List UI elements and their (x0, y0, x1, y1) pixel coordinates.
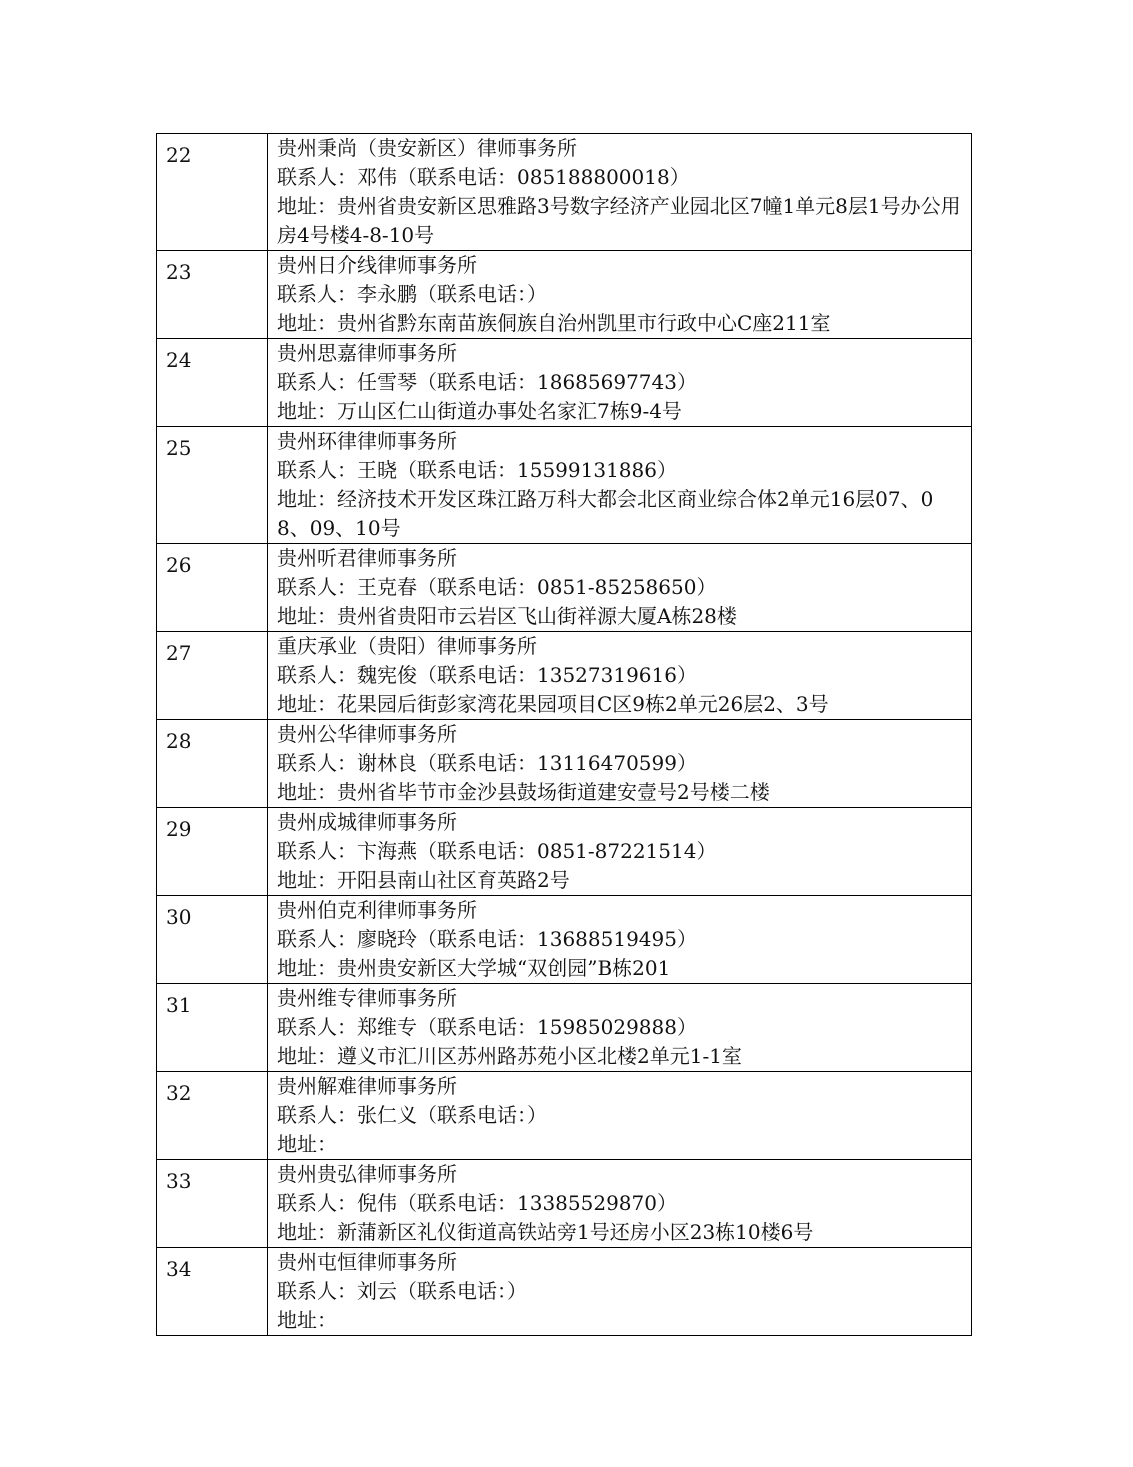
firm-address: 地址：开阳县南山社区育英路2号 (277, 868, 570, 892)
row-number: 30 (157, 896, 268, 984)
firm-info-cell (268, 1160, 972, 1248)
firm-name: 贵州屯恒律师事务所 (277, 1250, 457, 1274)
firm-contact: 联系人：王克春（联系电话：0851-85258650） (277, 575, 717, 599)
firm-contact: 联系人：张仁义（联系电话：） (277, 1103, 547, 1127)
firm-address: 地址： (277, 1132, 337, 1156)
firm-address: 地址： (277, 1308, 337, 1332)
row-number: 31 (157, 984, 268, 1072)
firm-info-cell (268, 251, 972, 339)
firm-name: 贵州日介线律师事务所 (277, 253, 477, 277)
row-number: 29 (157, 808, 268, 896)
firm-address: 地址：花果园后街彭家湾花果园项目C区9栋2单元26层2、3号 (277, 692, 829, 716)
table-row (157, 984, 972, 1072)
law-firm-table-body (157, 134, 972, 1336)
firm-name: 贵州思嘉律师事务所 (277, 341, 457, 365)
firm-name: 贵州环律律师事务所 (277, 429, 457, 453)
table-row (157, 896, 972, 984)
firm-contact: 联系人：任雪琴（联系电话：18685697743） (277, 370, 697, 394)
table-row (157, 808, 972, 896)
firm-address: 地址：贵州省黔东南苗族侗族自治州凯里市行政中心C座211室 (277, 311, 831, 335)
table-row (157, 1160, 972, 1248)
firm-name: 贵州秉尚（贵安新区）律师事务所 (277, 136, 577, 160)
firm-info-cell (268, 1072, 972, 1160)
table-row (157, 251, 972, 339)
firm-info-cell (268, 339, 972, 427)
firm-address: 地址：贵州贵安新区大学城“双创园”B栋201 (277, 956, 671, 980)
table-row (157, 632, 972, 720)
table-row (157, 339, 972, 427)
table-row (157, 720, 972, 808)
firm-contact: 联系人：李永鹏（联系电话：） (277, 282, 547, 306)
firm-name: 贵州解难律师事务所 (277, 1074, 457, 1098)
table-row (157, 1248, 972, 1336)
firm-info-cell (268, 896, 972, 984)
firm-info-cell (268, 632, 972, 720)
row-number: 23 (157, 251, 268, 339)
table-row (157, 544, 972, 632)
row-number: 27 (157, 632, 268, 720)
row-number: 28 (157, 720, 268, 808)
row-number: 24 (157, 339, 268, 427)
firm-info-cell (268, 544, 972, 632)
firm-info-cell (268, 808, 972, 896)
row-number: 32 (157, 1072, 268, 1160)
row-number: 26 (157, 544, 268, 632)
firm-name: 贵州公华律师事务所 (277, 722, 457, 746)
firm-contact: 联系人：廖晓玲（联系电话：13688519495） (277, 927, 697, 951)
firm-info-cell (268, 134, 972, 251)
firm-info-cell (268, 984, 972, 1072)
firm-address: 地址：贵州省贵安新区思雅路3号数字经济产业园北区7幢1单元8层1号办公用房4号楼4-8-10号 (277, 194, 961, 247)
row-number: 22 (157, 134, 268, 251)
row-number: 34 (157, 1248, 268, 1336)
firm-name: 贵州成城律师事务所 (277, 810, 457, 834)
table-row (157, 427, 972, 544)
firm-address: 地址：遵义市汇川区苏州路苏苑小区北楼2单元1-1室 (277, 1044, 742, 1068)
firm-address: 地址：经济技术开发区珠江路万科大都会北区商业综合体2单元16层07、08、09、10号 (277, 487, 934, 540)
table-row (157, 1072, 972, 1160)
firm-contact: 联系人：郑维专（联系电话：15985029888） (277, 1015, 697, 1039)
firm-contact: 联系人：邓伟（联系电话：085188800018） (277, 165, 690, 189)
firm-info-cell (268, 720, 972, 808)
firm-name: 贵州贵弘律师事务所 (277, 1162, 457, 1186)
firm-contact: 联系人：王晓（联系电话：15599131886） (277, 458, 677, 482)
firm-name: 贵州伯克利律师事务所 (277, 898, 477, 922)
firm-address: 地址：贵州省贵阳市云岩区飞山街祥源大厦A栋28楼 (277, 604, 737, 628)
firm-contact: 联系人：谢林良（联系电话：13116470599） (277, 751, 697, 775)
row-number: 25 (157, 427, 268, 544)
firm-address: 地址：万山区仁山街道办事处名家汇7栋9-4号 (277, 399, 682, 423)
firm-contact: 联系人：刘云（联系电话：） (277, 1279, 527, 1303)
firm-address: 地址：贵州省毕节市金沙县鼓场街道建安壹号2号楼二楼 (277, 780, 770, 804)
firm-contact: 联系人：魏宪俊（联系电话：13527319616） (277, 663, 697, 687)
firm-contact: 联系人：卞海燕（联系电话：0851-87221514） (277, 839, 717, 863)
firm-contact: 联系人：倪伟（联系电话：13385529870） (277, 1191, 677, 1215)
firm-name: 贵州维专律师事务所 (277, 986, 457, 1010)
firm-info-cell (268, 1248, 972, 1336)
firm-name: 贵州听君律师事务所 (277, 546, 457, 570)
table-row (157, 134, 972, 251)
law-firm-table (156, 133, 972, 1336)
firm-info-cell (268, 427, 972, 544)
firm-name: 重庆承业（贵阳）律师事务所 (277, 634, 537, 658)
firm-address: 地址：新蒲新区礼仪街道高铁站旁1号还房小区23栋10楼6号 (277, 1220, 814, 1244)
row-number: 33 (157, 1160, 268, 1248)
